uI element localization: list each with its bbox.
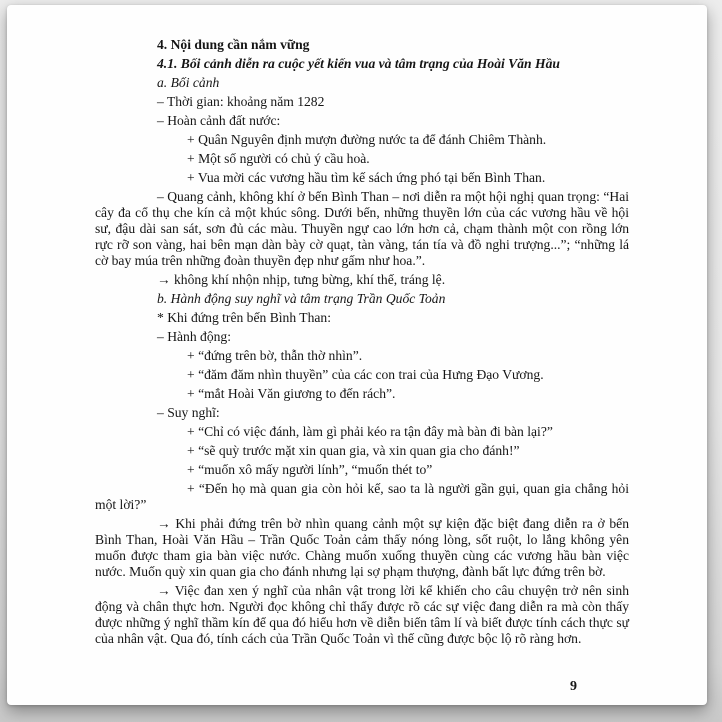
book-page xyxy=(7,5,707,705)
doc-block-subheading: 4.1. Bối cảnh diễn ra cuộc yết kiến vua và tâm trạng của Hoài Văn Hầu xyxy=(157,56,560,71)
doc-block-plus-item: + “Chỉ có việc đánh, làm gì phải kéo ra tận đây mà bàn đi bàn lại?” xyxy=(187,424,553,439)
doc-block-plus-item: + “sẽ quỳ trước mặt xin quan gia, và xin quan gia cho đánh!” xyxy=(187,443,520,458)
doc-block-star-item: * Khi đứng trên bến Bình Than: xyxy=(157,310,331,325)
doc-block-heading: 4. Nội dung cần nắm vững xyxy=(157,37,310,52)
doc-block-plus-item: + “mắt Hoài Văn giương to đến rách”. xyxy=(187,386,396,401)
doc-block-arrow-note: → không khí nhộn nhịp, tưng bừng, khí thế, tráng lệ. xyxy=(157,272,446,287)
doc-block-plus-item: + Quân Nguyên định mượn đường nước ta để đánh Chiêm Thành. xyxy=(187,132,547,147)
doc-block-plus-item: + “muốn xô mấy người lính”, “muốn thét to” xyxy=(187,462,433,477)
doc-block-plus-item: + “đăm đăm nhìn thuyền” của các con trai của Hưng Đạo Vương. xyxy=(187,367,544,382)
document-body xyxy=(95,37,629,650)
doc-block-dash-item: – Hành động: xyxy=(157,329,232,344)
doc-block-paragraph: – Quang cảnh, không khí ở bến Bình Than – nơi diễn ra một hội nghị quan trọng: “Hai cây đa cổ thụ che kín cả một khúc sông. Dưới bến, những thuyền lớn của các vương hầu về hội sư, đậu dài san sát, sơn đủ các màu. Thuyền ngự cao lớn hơn cả, chạm thành một con rồng lớn rực rỡ son vàng, hai bên mạn dàn bày cờ quạt, tàn vàng, tán tía và đồ nghi trượng...”; “những lá cờ bay múa trên những đoàn thuyền đẹp như gấm như hoa.”. xyxy=(95,189,629,268)
doc-block-plus-paragraph: + “Đến họ mà quan gia còn hỏi kế, sao ta là người gần gụi, quan gia chẳng hỏi một lời?” xyxy=(95,481,629,512)
doc-block-arrow-paragraph: → Khi phải đứng trên bờ nhìn quang cảnh một sự kiện đặc biệt đang diễn ra ở bến Bình Than, Hoài Văn Hầu – Trần Quốc Toản cảm thấy nóng lòng, sốt ruột, lo lắng không yên muốn được tham gia bàn việc nước. Chàng muốn xuống thuyền cùng các vương hầu bàn việc nước. Muốn quỳ xin quan gia cho đánh nhưng lại sợ phạm thượng, đành bất lực đứng trên bờ. xyxy=(95,516,629,579)
doc-block-plus-item: + Vua mời các vương hầu tìm kế sách ứng phó tại bến Bình Than. xyxy=(187,170,546,185)
doc-block-dash-item: – Suy nghĩ: xyxy=(157,405,220,420)
doc-block-arrow-paragraph: → Việc đan xen ý nghĩ của nhân vật trong lời kể khiến cho câu chuyện trở nên sinh động và chân thực hơn. Người đọc không chỉ thấy được rõ các sự việc đang diễn ra mà còn thấy được những ý nghĩ thầm kín để qua đó hiểu hơn về diễn biến tâm lí và biết được tính cách thực sự của nhân vật. Qua đó, tính cách của Trần Quốc Toản vì thế cũng được bộc lộ rõ ràng hơn. xyxy=(95,583,629,646)
doc-block-plus-item: + “đứng trên bờ, thẫn thờ nhìn”. xyxy=(187,348,363,363)
doc-block-plus-item: + Một số người có chủ ý cầu hoà. xyxy=(187,151,370,166)
page-number: 9 xyxy=(570,679,577,694)
doc-block-italic-heading: b. Hành động suy nghĩ và tâm trạng Trần Quốc Toản xyxy=(157,291,446,306)
doc-block-dash-item: – Thời gian: khoảng năm 1282 xyxy=(157,94,325,109)
doc-block-italic-heading: a. Bối cảnh xyxy=(157,75,220,90)
doc-block-dash-item: – Hoàn cảnh đất nước: xyxy=(157,113,281,128)
